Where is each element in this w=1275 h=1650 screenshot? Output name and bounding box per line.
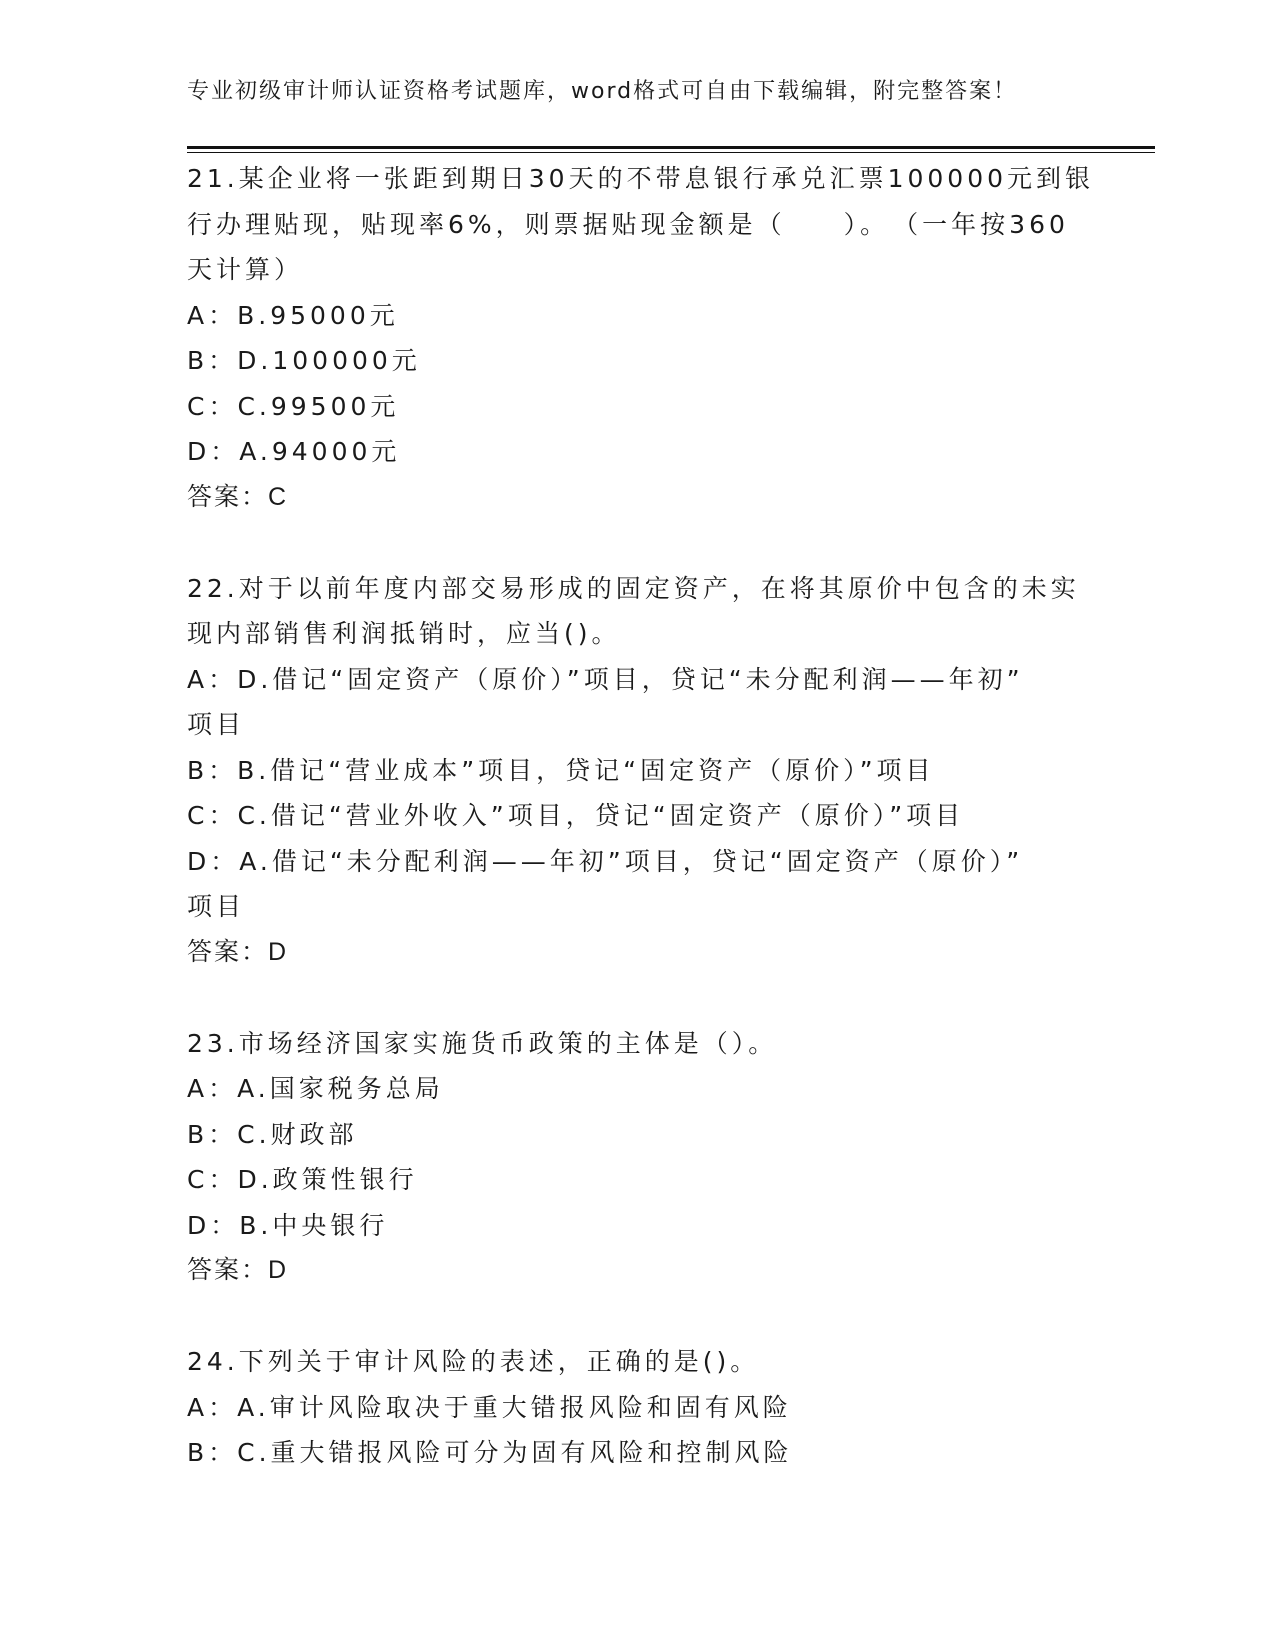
option-b: B：D.100000元 <box>187 346 421 375</box>
option-d-continued: 项目 <box>187 892 246 921</box>
question-23 <box>187 1021 1087 1294</box>
question-stem-line: 天计算） <box>187 255 304 284</box>
spacer <box>187 520 1087 566</box>
question-stem-line: 23.市场经济国家实施货币政策的主体是（）。 <box>187 1028 778 1058</box>
option-d: D：A.94000元 <box>187 437 401 466</box>
option-a-continued: 项目 <box>187 710 246 739</box>
question-22 <box>187 566 1087 976</box>
question-stem-line: 21.某企业将一张距到期日30天的不带息银行承兑汇票100000元到银 <box>187 164 1095 193</box>
option-a: A：A.审计风险取决于重大错报风险和固有风险 <box>187 1392 792 1422</box>
option-a: A：A.国家税务总局 <box>187 1074 444 1103</box>
question-stem-line: 行办理贴现，贴现率6%，则票据贴现金额是（ ）。 （一年按360 <box>187 209 1069 239</box>
spacer <box>187 1294 1087 1340</box>
option-b: B：C.重大错报风险可分为固有风险和控制风险 <box>187 1438 793 1467</box>
option-d: D：B.中央银行 <box>187 1210 389 1240</box>
option-a: A：B.95000元 <box>187 300 399 330</box>
question-list <box>187 156 1095 1476</box>
option-b: B：B.借记“营业成本”项目，贷记“固定资产（原价）”项目 <box>187 755 935 785</box>
question-stem-line: 现内部销售利润抵销时，应当()。 <box>187 619 621 648</box>
option-b: B：C.财政部 <box>187 1119 358 1149</box>
page-header: 专业初级审计师认证资格考试题库，word格式可自由下载编辑，附完整答案！ <box>187 79 1018 104</box>
spacer <box>187 975 1087 1021</box>
option-c: C：D.政策性银行 <box>187 1165 418 1194</box>
answer: 答案：C <box>187 482 289 511</box>
option-c: C：C.借记“营业外收入”项目，贷记“固定资产（原价）”项目 <box>187 801 965 830</box>
option-d: D：A.借记“未分配利润——年初”项目，贷记“固定资产（原价）” <box>187 846 1024 876</box>
question-24 <box>187 1339 1087 1476</box>
answer: 答案：D <box>187 1256 289 1284</box>
question-stem-line: 22.对于以前年度内部交易形成的固定资产，在将其原价中包含的未实 <box>187 573 1080 603</box>
header-rule-thick <box>187 146 1155 149</box>
question-21 <box>187 156 1095 520</box>
question-stem-line: 24.下列关于审计风险的表述，正确的是()。 <box>187 1347 760 1376</box>
option-c: C：C.99500元 <box>187 391 400 421</box>
option-a: A：D.借记“固定资产（原价）”项目，贷记“未分配利润——年初” <box>187 664 1024 694</box>
answer: 答案：D <box>187 937 289 966</box>
header-rule-thin <box>187 152 1155 153</box>
